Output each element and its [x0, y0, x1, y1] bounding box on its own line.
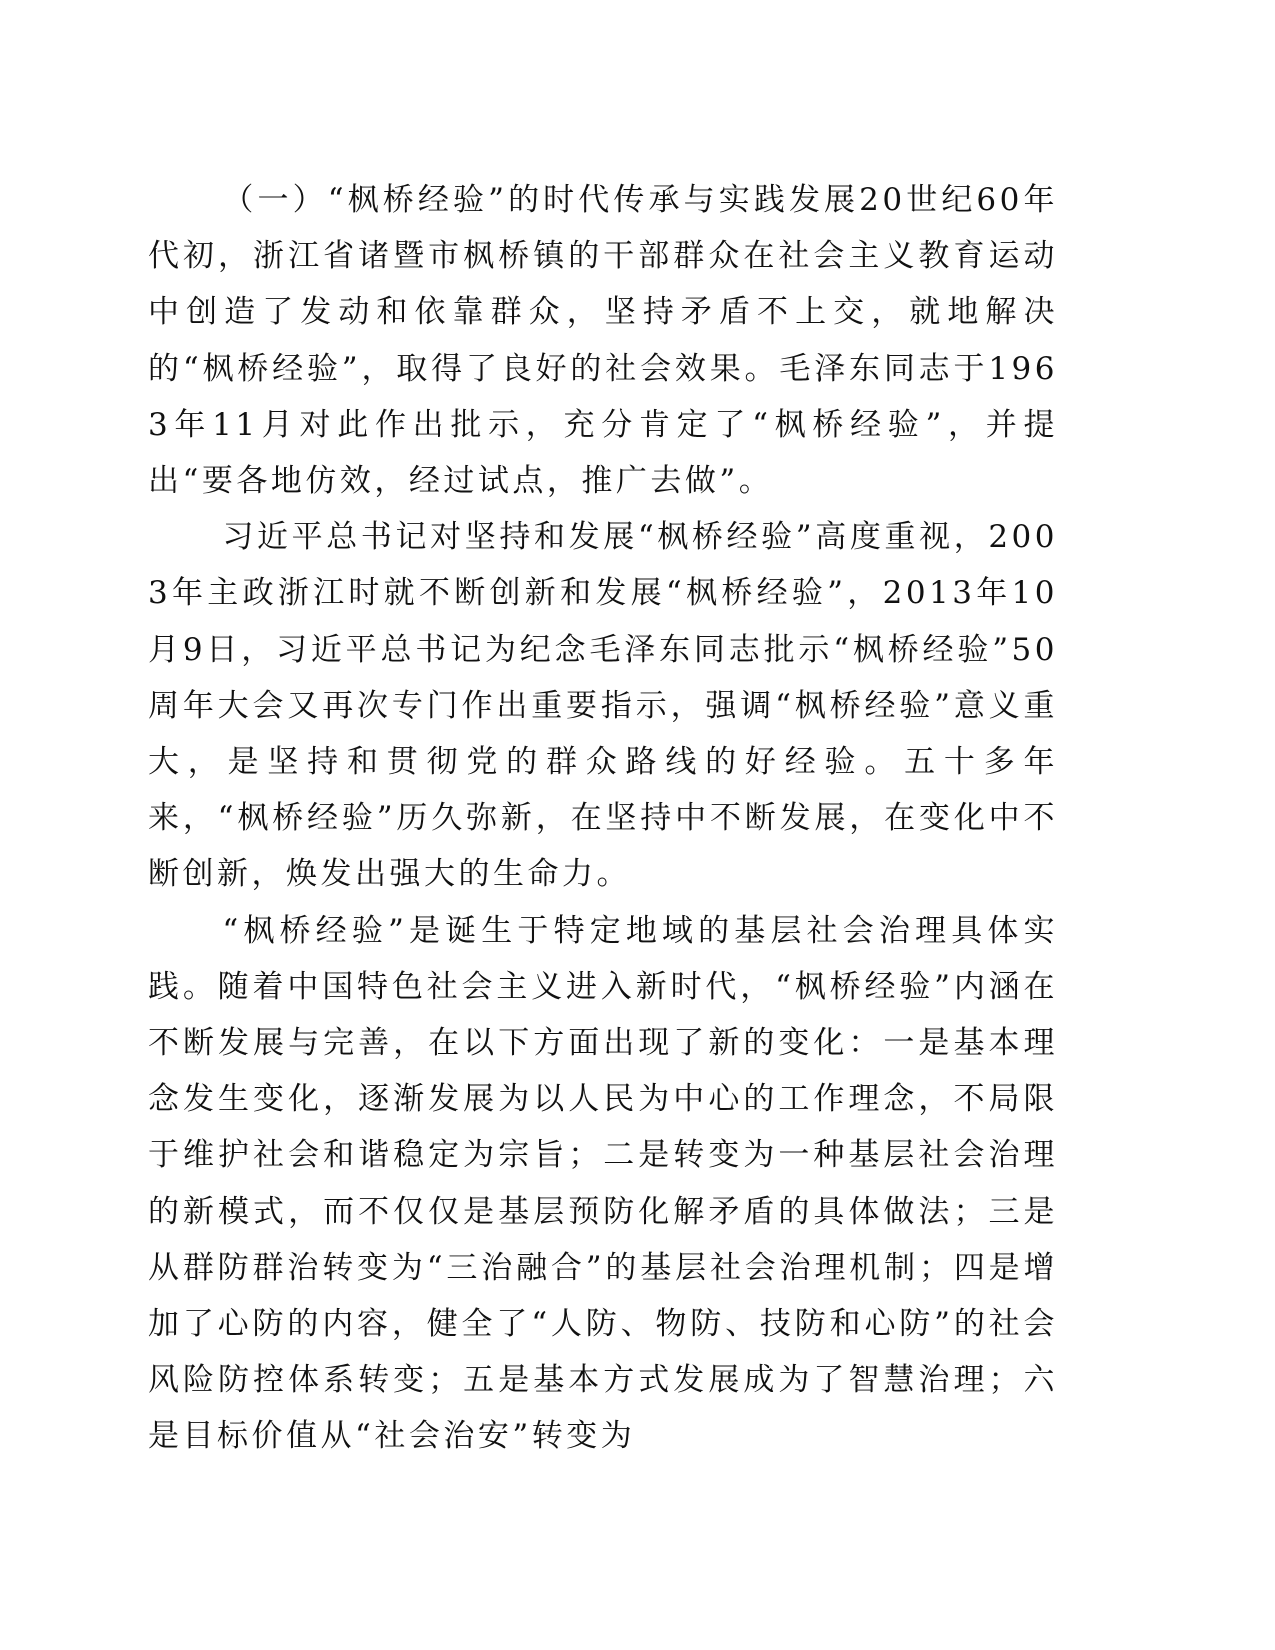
paragraph-new-era-changes: “枫桥经验”是诞生于特定地域的基层社会治理具体实践。随着中国特色社会主义进入新时代，“枫桥经验”内涵在不断发展与完善，在以下方面出现了新的变化：一是基本理念发生变化，逐渐发展为以人民为中心的工作理念，不局限于维护社会和谐稳定为宗旨；二是转变为一种基层社会治理的新模式，而不仅仅是基层预防化解矛盾的具体做法；三是从群防群治转变为“三治融合”的基层社会治理机制；四是增加了心防的内容，健全了“人防、物防、技防和心防”的社会风险防控体系转变；五是基本方式发展成为了智慧治理；六是目标价值从“社会治安”转变为 — [148, 912, 1058, 1455]
paragraph-xi-jinping-instructions: 习近平总书记对坚持和发展“枫桥经验”高度重视，2003年主政浙江时就不断创新和发展“枫桥经验”，2013年10月9日，习近平总书记为纪念毛泽东同志批示“枫桥经验”50周年大会又再次专门作出重要指示，强调“枫桥经验”意义重大，是坚持和贯彻党的群众路线的好经验。五十多年来，“枫桥经验”历久弥新，在坚持中不断发展，在变化中不断创新，焕发出强大的生命力。 — [148, 519, 1058, 893]
document-page — [148, 172, 1058, 1465]
paragraph-fengqiao-origin: （一）“枫桥经验”的时代传承与实践发展20世纪60年代初，浙江省诸暨市枫桥镇的干部群众在社会主义教育运动中创造了发动和依靠群众，坚持矛盾不上交，就地解决的“枫桥经验”，取得了良好的社会效果。毛泽东同志于1963年11月对此作出批示，充分肯定了“枫桥经验”，并提出“要各地仿效，经过试点，推广去做”。 — [148, 182, 1058, 500]
